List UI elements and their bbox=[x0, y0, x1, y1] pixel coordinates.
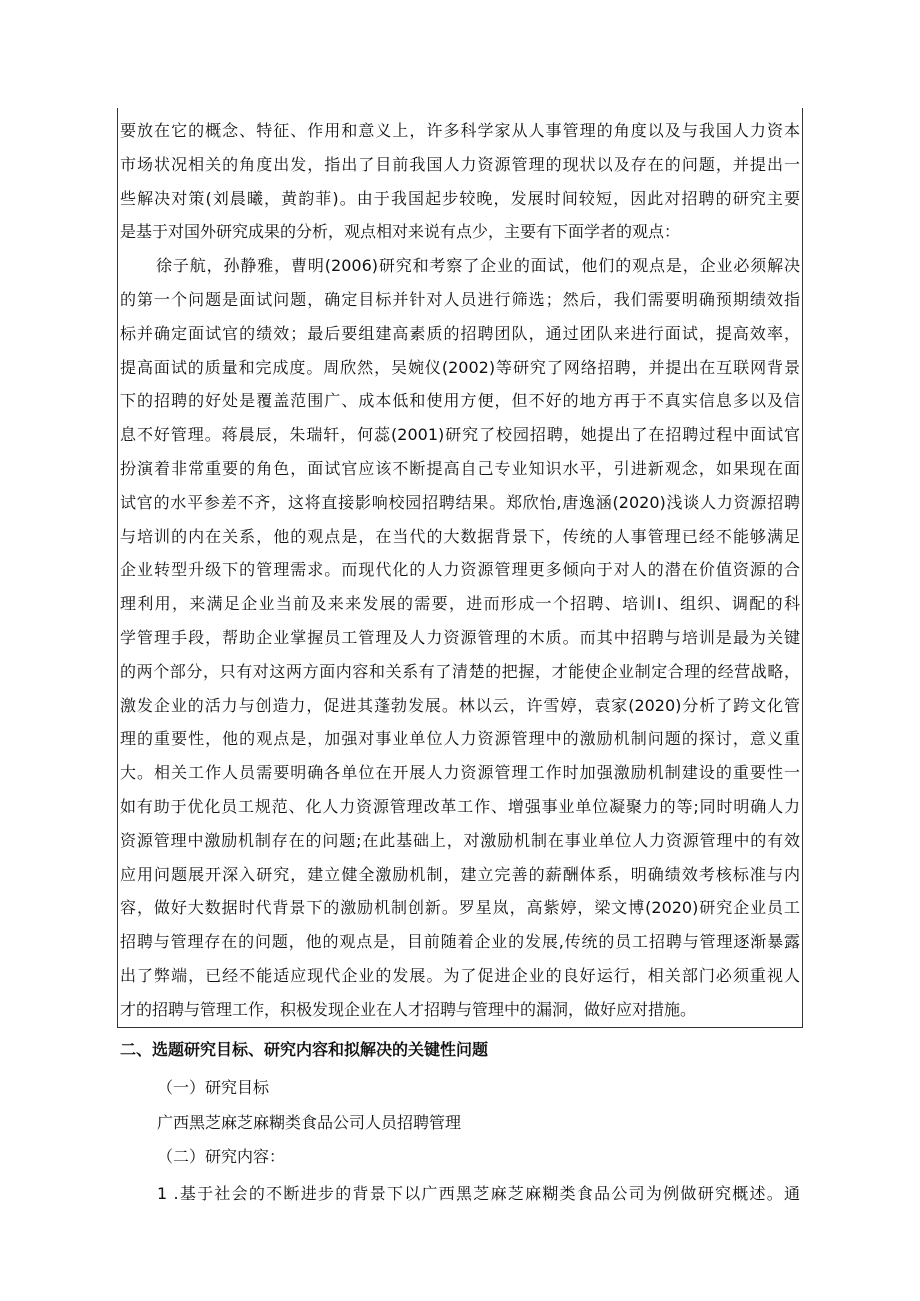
paragraph-line: 息不好管理。蒋晨辰，朱瑞轩，何蕊(2001)研究了校园招聘，她提出了在招聘过程中面试官 bbox=[120, 425, 800, 445]
paragraph-line: 徐子航，孙静雅，曹明(2006)研究和考察了企业的面试，他们的观点是，企业必须解决 bbox=[156, 256, 800, 276]
paragraph-line: 试官的水平参差不齐，这将直接影响校园招聘结果。郑欣怡,唐逸涵(2020)浅谈人力资源招聘 bbox=[120, 492, 800, 512]
research-objective-text: 广西黑芝麻芝麻糊类食品公司人员招聘管理 bbox=[157, 1113, 462, 1132]
paragraph-line: 的第一个问题是面试问题，确定目标并针对人员进行筛选；然后，我们需要明确预期绩效指 bbox=[120, 289, 800, 309]
paragraph-1 bbox=[120, 114, 800, 249]
paragraph-line: 大。相关工作人员需要明确各单位在开展人力资源管理工作时加强激励机制建设的重要性一 bbox=[120, 763, 800, 783]
paragraph-line: 容，做好大数据时代背景下的激励机制创新。罗星岚，高紫婷，梁文博(2020)研究企业员工 bbox=[120, 898, 800, 918]
paragraph-line: 与培训的内在关系，他的观点是，在当代的大数据背景下，传统的人事管理已经不能够满足 bbox=[120, 526, 800, 546]
paragraph-line: 如有助于优化员工规范、化人力资源管理改革工作、增强事业单位凝聚力的等;同时明确人力 bbox=[120, 796, 800, 816]
paragraph-line: 要放在它的概念、特征、作用和意义上，许多科学家从人事管理的角度以及与我国人力资本 bbox=[120, 121, 800, 140]
subheading-research-content: （二）研究内容： bbox=[157, 1147, 286, 1166]
literature-review-box bbox=[117, 108, 803, 1028]
paragraph-line: 市场状况相关的角度出发，指出了目前我国人力资源管理的现状以及存在的问题，并提出一 bbox=[120, 154, 800, 174]
paragraph-line: 应用问题展开深入研究，建立健全激励机制，建立完善的薪酬体系，明确绩效考核标准与内 bbox=[120, 864, 800, 884]
paragraph-line: 扮演着非常重要的角色，面试官应该不断提高自己专业知识水平，引进新观念，如果现在面 bbox=[120, 458, 800, 478]
paragraph-line: 学管理手段，帮助企业掌握员工管理及人力资源管理的木质。而其中招聘与培训是最为关键 bbox=[120, 627, 800, 647]
paragraph-line: 资源管理中激励机制存在的问题;在此基础上，对激励机制在事业单位人力资源管理中的有效 bbox=[120, 830, 800, 850]
paragraph-2 bbox=[120, 249, 800, 1026]
paragraph-line: 企业转型升级下的管理需求。而现代化的人力资源管理更多倾向于对人的潜在价值资源的合 bbox=[120, 560, 800, 580]
paragraph-line: 出了弊端，已经不能适应现代企业的发展。为了促进企业的良好运行，相关部门必须重视人 bbox=[120, 965, 800, 985]
paragraph-line: 招聘与管理存在的问题，他的观点是，目前随着企业的发展,传统的员工招聘与管理逐渐暴露 bbox=[120, 932, 800, 952]
research-content-item: 1 .基于社会的不断进步的背景下以广西黑芝麻芝麻糊类食品公司为例做研究概述。通 bbox=[157, 1184, 800, 1203]
paragraph-line: 些解决对策(刘晨曦，黄韵菲)。由于我国起步较晚，发展时间较短，因此对招聘的研究主要 bbox=[120, 188, 800, 208]
paragraph-line: 理的重要性，他的观点是，加强对事业单位人力资源管理中的激励机制问题的探讨，意义重 bbox=[120, 729, 800, 749]
paragraph-line: 激发企业的活力与创造力，促进其蓬勃发展。林以云，许雪婷，袁家(2020)分析了跨文化管 bbox=[120, 695, 800, 715]
paragraph-line: 才的招聘与管理工作，积极发现企业在人才招聘与管理中的漏洞，做好应对措施。 bbox=[120, 999, 697, 1019]
paragraph-line: 理利用，来满足企业当前及来来发展的需要，进而形成一个招聘、培训I、组织、调配的科 bbox=[120, 594, 800, 614]
paragraph-line: 是基于对国外研究成果的分析，观点相对来说有点少，主要有下面学者的观点： bbox=[120, 222, 681, 242]
paragraph-line: 的两个部分，只有对这两方面内容和关系有了清楚的把握，才能使企业制定合理的经营战略， bbox=[120, 661, 800, 681]
subheading-research-objective: （一）研究目标 bbox=[157, 1078, 270, 1097]
paragraph-line: 标并确定面试官的绩效；最后要组建高素质的招聘团队，通过团队来进行面试，提高效率， bbox=[120, 323, 800, 343]
section-heading: 二、选题研究目标、研究内容和拟解决的关键性问题 bbox=[120, 1040, 489, 1059]
paragraph-line: 下的招聘的好处是覆盖范围广、成本低和使用方便，但不好的地方再于不真实信息多以及信 bbox=[120, 391, 800, 411]
paragraph-line: 提高面试的质量和完成度。周欣然，吴婉仪(2002)等研究了网络招聘，并提出在互联网背景 bbox=[120, 357, 800, 377]
